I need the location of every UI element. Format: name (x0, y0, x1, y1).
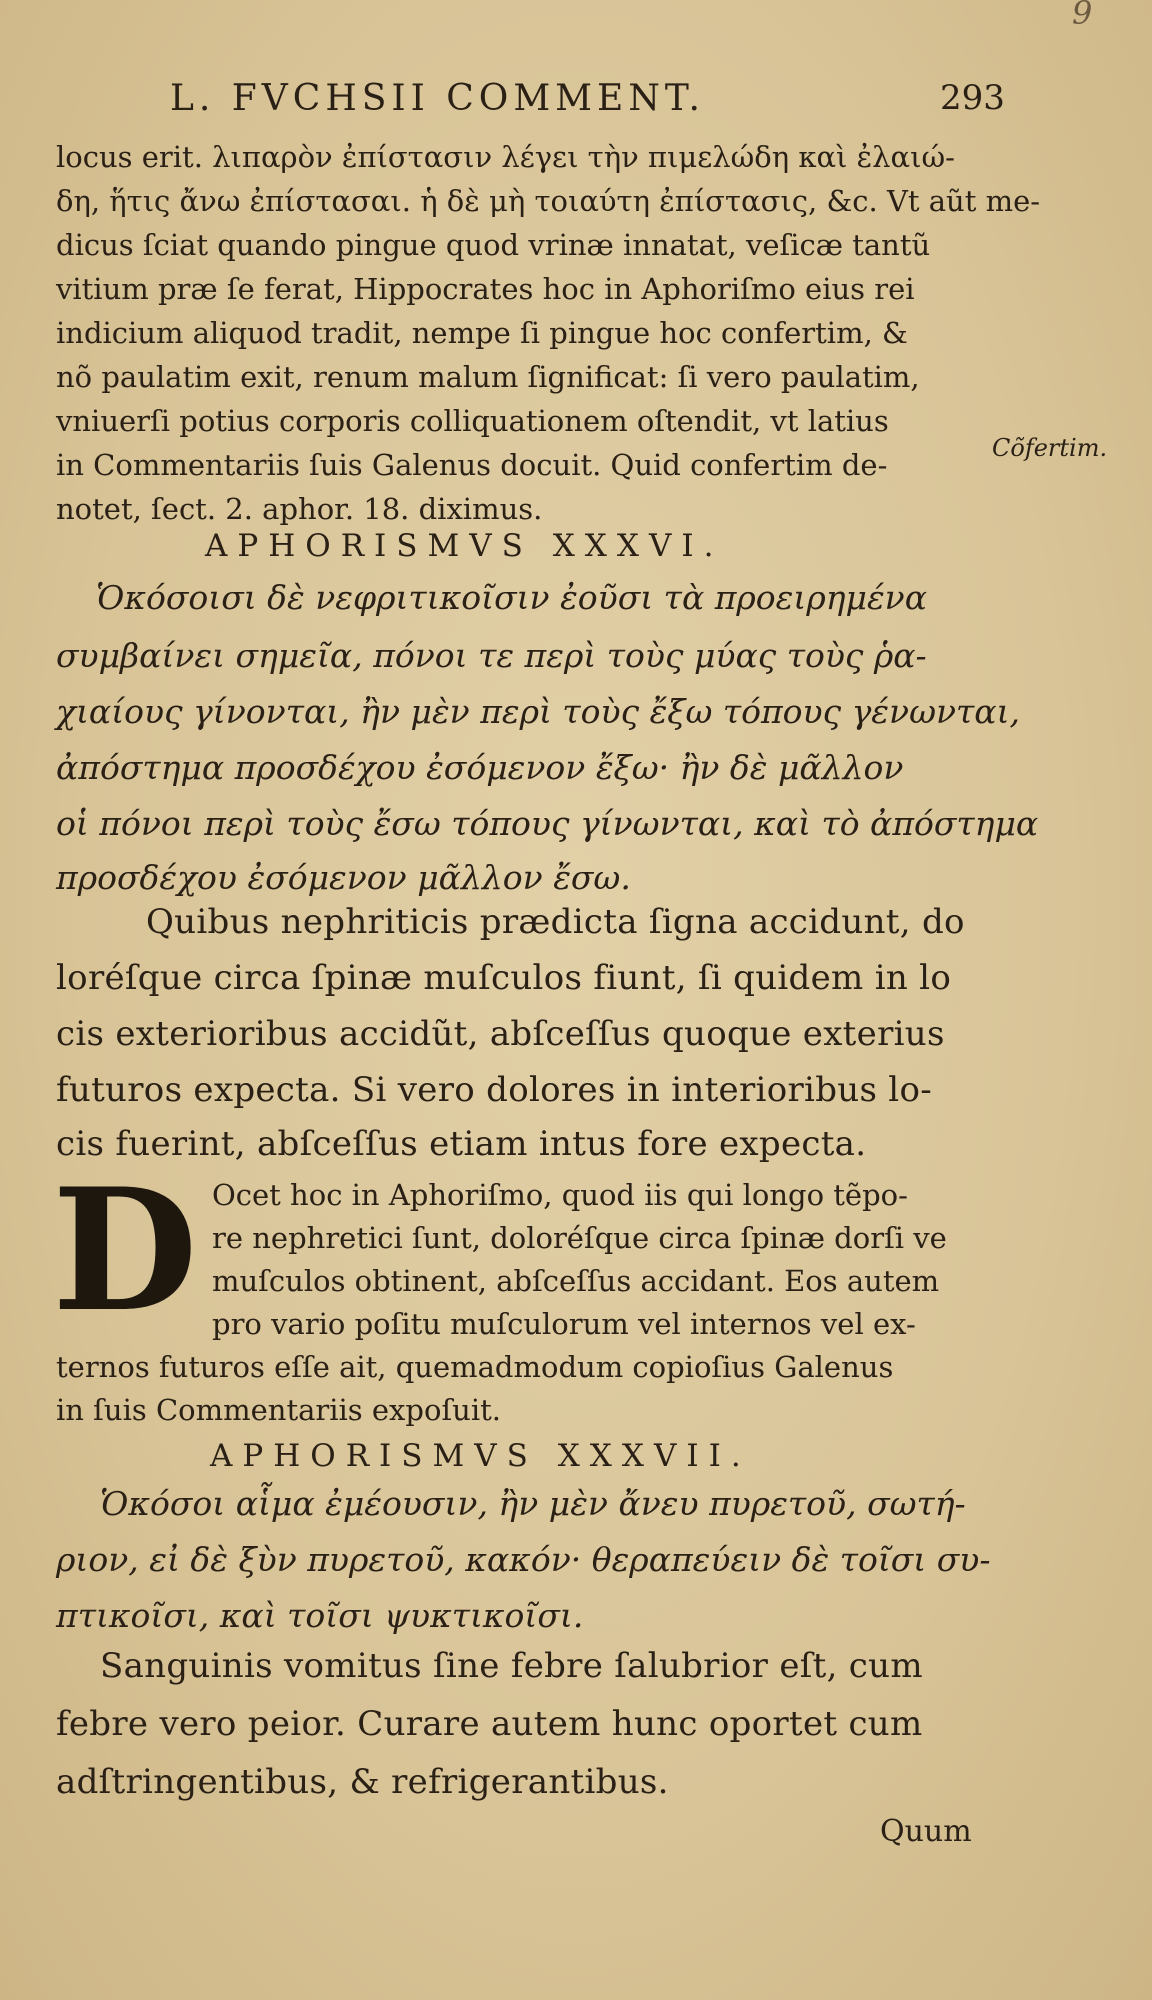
text-line: re nephretici ſunt, doloréſque circa ſpinæ dorſi ve (212, 1221, 947, 1255)
text-line: indicium aliquod tradit, nempe ſi pingue hoc confertim, & (56, 316, 908, 350)
page-number: 293 (940, 78, 1005, 118)
margin-note: Cõfertim. (992, 434, 1108, 462)
text-line: vitium præ ſe ferat, Hippocrates hoc in Aphoriſmo eius rei (56, 272, 915, 306)
text-line: δη, ἥτις ἄνω ἐπίστασαι. ἡ δὲ μὴ τοιαύτη ἐπίστασις, &c. Vt aũt me- (56, 184, 1041, 218)
text-line: ternos futuros eſſe ait, quemadmodum copioſius Galenus (56, 1350, 894, 1384)
greek-line: ριον, εἰ δὲ ξὺν πυρετοῦ, κακόν· θεραπεύειν δὲ τοῖσι συ- (56, 1540, 991, 1579)
greek-line: χιαίους γίνονται, ἢν μὲν περὶ τοὺς ἔξω τόπους γένωνται, (56, 692, 1021, 731)
greek-line: ἀπόστημα προσδέχου ἐσόμενον ἔξω· ἢν δὲ μᾶλλον (56, 748, 904, 787)
text-line: Ocet hoc in Aphoriſmo, quod iis qui longo tẽpo- (212, 1178, 908, 1212)
text-line: in ſuis Commentariis expoſuit. (56, 1393, 501, 1427)
greek-line: προσδέχου ἐσόμενον μᾶλλον ἔσω. (56, 858, 631, 897)
greek-line: οἱ πόνοι περὶ τοὺς ἔσω τόπους γίνωνται, καὶ τὸ ἀπόστημα (56, 804, 1039, 843)
text-line: dicus ſciat quando pingue quod vrinæ innatat, veſicæ tantũ (56, 228, 931, 262)
catchword: Quum (880, 1814, 972, 1849)
text-line: adſtringentibus, & refrigerantibus. (56, 1762, 669, 1802)
greek-line: Ὁκόσοι αἷμα ἐμέουσιν, ἢν μὲν ἄνευ πυρετοῦ, σωτή- (100, 1484, 966, 1523)
corner-mark: 9 (1072, 0, 1093, 32)
text-line: in Commentariis ſuis Galenus docuit. Quid confertim de- (56, 448, 888, 482)
text-line: pro vario poſitu muſculorum vel internos vel ex- (212, 1307, 916, 1341)
text-line: locus erit. λιπαρὸν ἐπίστασιν λέγει τὴν πιμελώδη καὶ ἐλαιώ- (56, 140, 955, 174)
running-head: L. FVCHSII COMMENT. (170, 78, 705, 119)
greek-line: πτικοῖσι, καὶ τοῖσι ψυκτικοῖσι. (56, 1596, 584, 1635)
aphorism-heading: APHORISMVS XXXVII. (210, 1438, 751, 1474)
text-line: muſculos obtinent, abſceſſus accidant. Eos autem (212, 1264, 940, 1298)
text-line: cis exterioribus accidũt, abſceſſus quoque exterius (56, 1014, 945, 1054)
text-line: Sanguinis vomitus ſine febre ſalubrior eſt, cum (100, 1646, 923, 1686)
text-line: Quibus nephriticis prædicta ſigna accidunt, do (146, 902, 965, 942)
drop-cap: D (52, 1151, 198, 1349)
greek-line: Ὁκόσοισι δὲ νεφριτικοῖσιν ἐοῦσι τὰ προειρημένα (96, 578, 927, 617)
text-line: nõ paulatim exit, renum malum ſignificat: ſi vero paulatim, (56, 360, 920, 394)
text-line: cis fuerint, abſceſſus etiam intus fore expecta. (56, 1124, 867, 1164)
text-line: notet, ſect. 2. aphor. 18. diximus. (56, 492, 543, 526)
text-line: vniuerſi potius corporis colliquationem oſtendit, vt latius (56, 404, 889, 438)
text-line: febre vero peior. Curare autem hunc oportet cum (56, 1704, 923, 1744)
aphorism-heading: APHORISMVS XXXVI. (205, 528, 724, 564)
text-line: futuros expecta. Si vero dolores in interioribus lo- (56, 1070, 933, 1110)
text-line: loréſque circa ſpinæ muſculos fiunt, ſi quidem in lo (56, 958, 952, 998)
greek-line: συμβαίνει σημεῖα, πόνοι τε περὶ τοὺς μύας τοὺς ῥα- (56, 636, 927, 675)
